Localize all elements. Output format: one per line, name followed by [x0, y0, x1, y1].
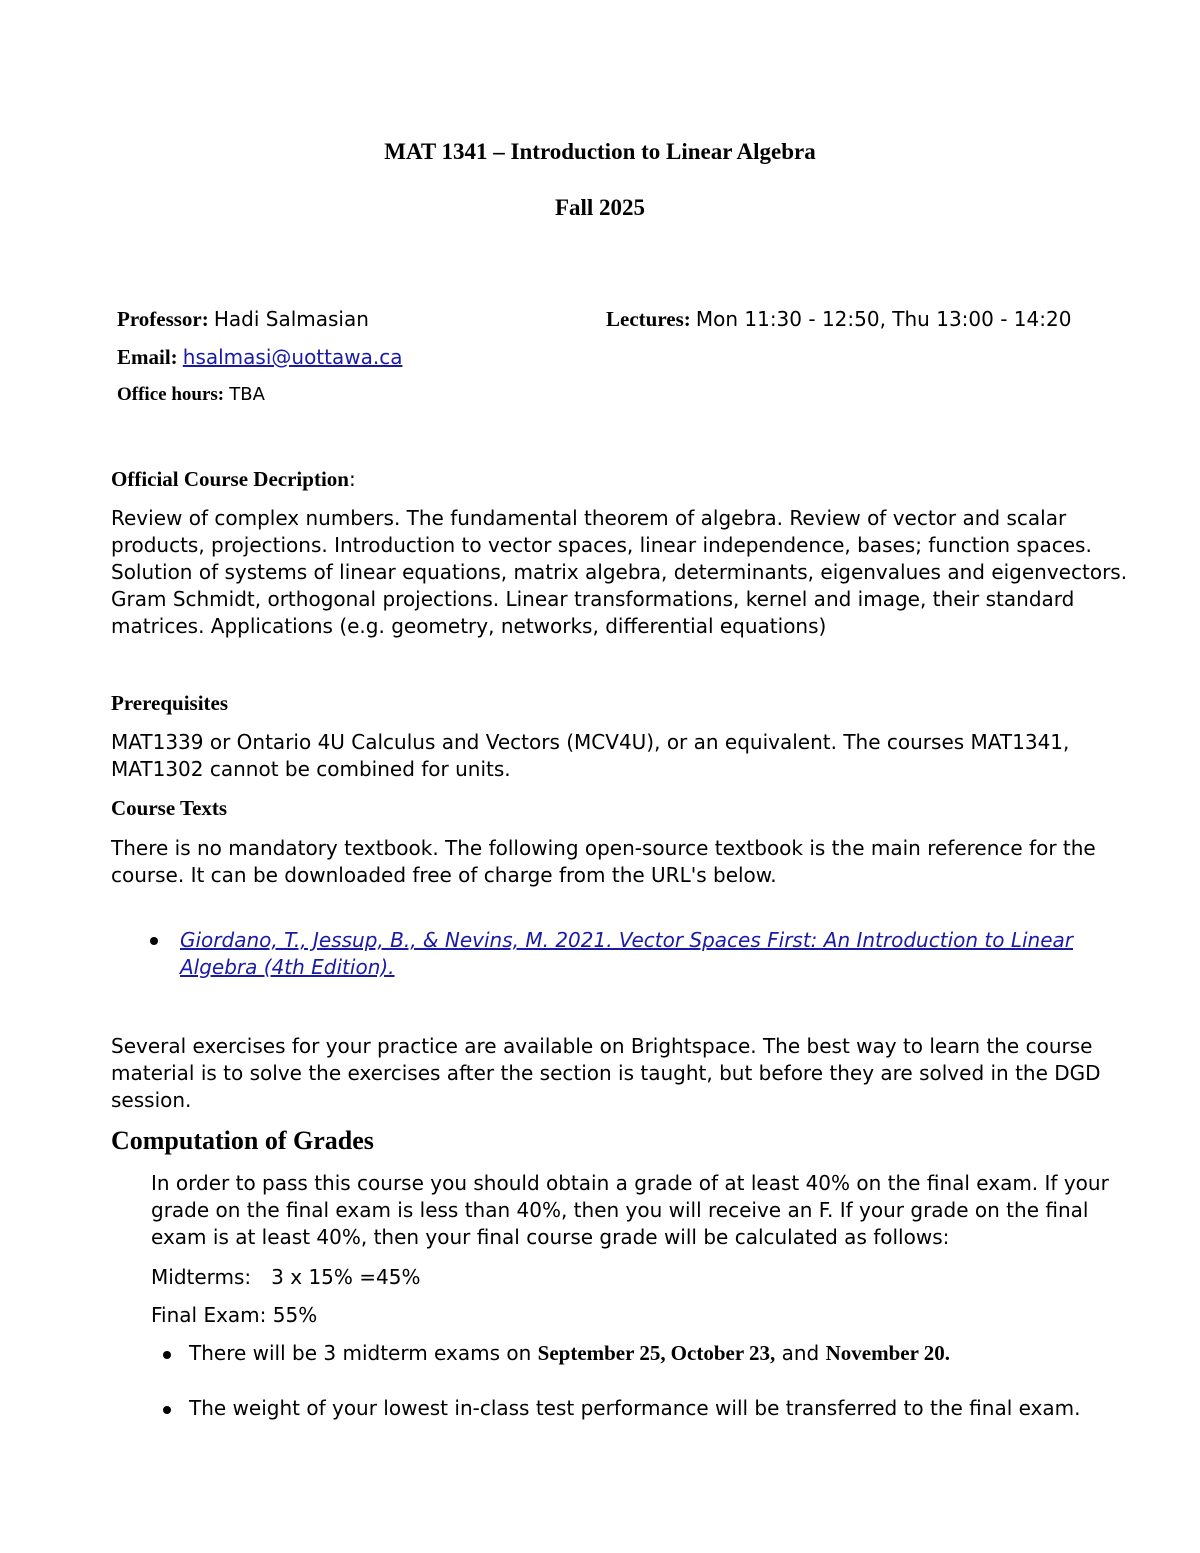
- prerequisites-line: MAT1339 or Ontario 4U Calculus and Vectors (MCV4U), or an equivalent. The courses MAT1341,: [111, 730, 1070, 754]
- description-line: Review of complex numbers. The fundamental theorem of algebra. Review of vector and scalar: [111, 506, 1067, 530]
- professor-name: Hadi Salmasian: [213, 307, 369, 331]
- practice-line: session.: [111, 1088, 192, 1112]
- grades-intro-line: In order to pass this course you should obtain a grade of at least 40% on the final exam. If your: [151, 1171, 1109, 1195]
- email-link[interactable]: hsalmasi@uottawa.ca: [182, 345, 403, 369]
- description-heading: [111, 467, 356, 492]
- office-hours-label: Office hours:: [117, 384, 225, 405]
- midterms-value: 3 x 15% =45%: [271, 1265, 421, 1289]
- midterms-row: [151, 1265, 420, 1289]
- description-heading-colon: :: [348, 467, 356, 491]
- lectures-value: Mon 11:30 - 12:50, Thu 13:00 - 14:20: [695, 307, 1072, 331]
- midterms-label: Midterms:: [151, 1265, 252, 1289]
- term: Fall 2025: [554, 195, 646, 220]
- practice-line: Several exercises for your practice are available on Brightspace. The best way to learn the course: [111, 1034, 1093, 1058]
- grades-intro: [151, 1170, 1109, 1251]
- lowest-test-bullet: The weight of your lowest in-class test performance will be transferred to the final exam.: [189, 1396, 1081, 1420]
- textbook-link[interactable]: [180, 927, 1073, 981]
- lectures-label: Lectures:: [606, 307, 691, 331]
- prerequisites-heading: Prerequisites: [111, 691, 229, 715]
- practice-body: [111, 1033, 1101, 1114]
- course-title: MAT 1341 – Introduction to Linear Algebra: [384, 139, 816, 164]
- description-line: Gram Schmidt, orthogonal projections. Linear transformations, kernel and image, their standard: [111, 587, 1075, 611]
- midterm-dates-and: and: [775, 1341, 826, 1365]
- midterm-dates-text: There will be 3 midterm exams on: [189, 1341, 538, 1365]
- description-line: matrices. Applications (e.g. geometry, networks, differential equations): [111, 614, 827, 638]
- midterm-date-3: November 20.: [825, 1341, 951, 1365]
- description-line: Solution of systems of linear equations, matrix algebra, determinants, eigenvalues and eigenvectors.: [111, 560, 1128, 584]
- prerequisites-line: MAT1302 cannot be combined for units.: [111, 757, 511, 781]
- midterm-date-1: September 25,: [537, 1341, 666, 1365]
- grades-heading: Computation of Grades: [111, 1126, 374, 1155]
- email-row: [117, 345, 402, 370]
- course-texts-line: course. It can be downloaded free of charge from the URL's below.: [111, 863, 777, 887]
- bullet-icon: [163, 1406, 171, 1414]
- office-hours-value: TBA: [229, 384, 265, 405]
- midterm-date-2: October 23,: [670, 1341, 776, 1365]
- bullet-icon: [150, 937, 158, 945]
- grades-intro-line: grade on the final exam is less than 40%, then you will receive an F. If your grade on the final: [151, 1198, 1089, 1222]
- textbook-link-line[interactable]: Algebra (4th Edition).: [180, 955, 395, 979]
- bullet-icon: [163, 1351, 171, 1359]
- prerequisites-body: [111, 729, 1069, 783]
- course-texts-heading: Course Texts: [111, 796, 228, 820]
- course-texts-line: There is no mandatory textbook. The following open-source textbook is the main reference for the: [111, 836, 1096, 860]
- lectures-row: [606, 307, 1071, 332]
- description-body: [111, 505, 1127, 640]
- professor-row: [117, 307, 369, 332]
- description-heading-text: Official Course Decription: [111, 467, 349, 491]
- final-exam-row: Final Exam: 55%: [151, 1303, 318, 1327]
- email-label: Email:: [117, 345, 178, 369]
- grades-intro-line: exam is at least 40%, then your final course grade will be calculated as follows:: [151, 1225, 950, 1249]
- office-hours-row: [117, 384, 265, 406]
- practice-line: material is to solve the exercises after the section is taught, but before they are solved in the DGD: [111, 1061, 1101, 1085]
- description-line: products, projections. Introduction to vector spaces, linear independence, bases; function spaces.: [111, 533, 1092, 557]
- professor-label: Professor:: [117, 307, 209, 331]
- midterm-dates-bullet: [189, 1341, 950, 1366]
- course-texts-body: [111, 835, 1096, 889]
- textbook-link-line[interactable]: Giordano, T., Jessup, B., & Nevins, M. 2021. Vector Spaces First: An Introduction to Linear: [180, 928, 1073, 952]
